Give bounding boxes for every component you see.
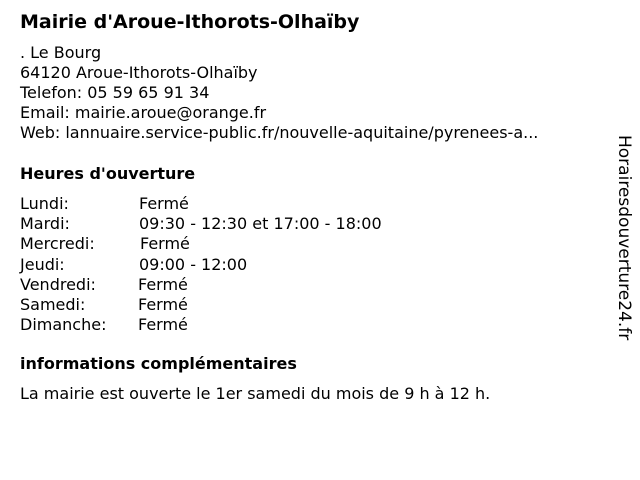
watermark-text: Horairesdouverture24.fr [614, 135, 634, 341]
address-street: . Le Bourg [20, 43, 102, 62]
info-heading: informations complémentaires [20, 354, 297, 373]
info-text: La mairie est ouverte le 1er samedi du mois de 9 h à 12 h. [20, 384, 491, 403]
day-hours: Fermé [138, 315, 188, 335]
address-city: 64120 Aroue-Ithorots-Olhaïby [20, 63, 258, 82]
day-hours: Fermé [140, 234, 190, 254]
day-label: Mercredi: [20, 234, 95, 254]
day-hours: 09:30 - 12:30 et 17:00 - 18:00 [139, 214, 382, 234]
page-title: Mairie d'Aroue-Ithorots-Olhaïby [20, 11, 360, 33]
day-label: Lundi: [20, 194, 69, 213]
phone-number[interactable]: Telefon: 05 59 65 91 34 [20, 83, 210, 102]
day-label: Vendredi: [20, 274, 96, 294]
day-hours: Fermé [138, 274, 188, 294]
email-address[interactable]: Email: mairie.aroue@orange.fr [20, 103, 267, 122]
day-hours: Fermé [138, 294, 188, 314]
day-label: Jeudi: [20, 254, 65, 274]
day-hours: 09:00 - 12:00 [139, 254, 248, 274]
day-label: Dimanche: [20, 315, 107, 335]
watermark-vertical [612, 135, 636, 371]
contact-block [20, 43, 538, 143]
day-label: Samedi: [20, 294, 86, 314]
day-hours: Fermé [139, 194, 189, 213]
website-link[interactable]: Web: lannuaire.service-public.fr/nouvelle-aquitaine/pyrenees-a... [20, 123, 539, 142]
day-label: Mardi: [20, 214, 70, 234]
hours-heading: Heures d'ouverture [20, 164, 196, 183]
